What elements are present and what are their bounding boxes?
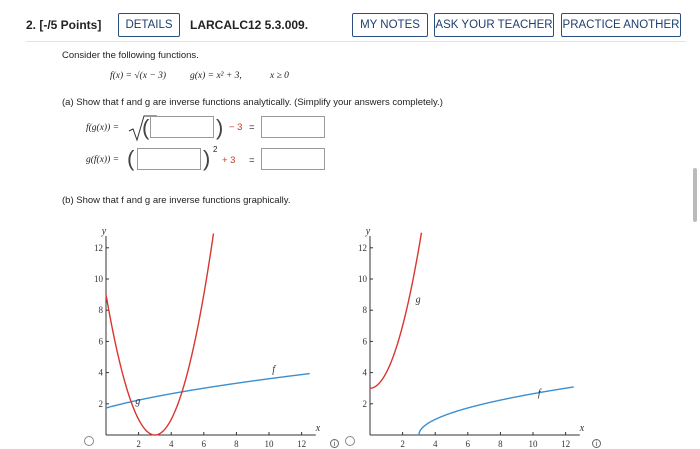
f-definition: f(x) = √(x − 3) <box>110 71 167 81</box>
left-y-axis-label: y <box>101 226 107 237</box>
graph-right-info-icon[interactable]: i <box>592 439 601 448</box>
question-number: 2. [-/5 Points] <box>26 18 102 32</box>
right-y-tick-label: 10 <box>358 274 367 284</box>
ask-teacher-button[interactable]: ASK YOUR TEACHER <box>434 13 554 37</box>
part-b-text: (b) Show that f and g are inverse functions graphically. <box>62 195 291 206</box>
right-x-axis-label: x <box>579 423 585 434</box>
fg-inner-input[interactable] <box>150 116 214 138</box>
left-y-tick-label: 12 <box>94 242 103 253</box>
left-x-tick-label: 4 <box>168 439 174 448</box>
gf-exponent: 2 <box>213 145 218 154</box>
details-button[interactable]: DETAILS <box>118 13 180 37</box>
graph-left-radio[interactable] <box>84 436 94 446</box>
left-x-tick-label: 10 <box>264 439 274 448</box>
right-y-axis-label: y <box>365 226 371 237</box>
practice-another-button[interactable]: PRACTICE ANOTHER <box>561 13 681 37</box>
my-notes-button[interactable]: MY NOTES <box>352 13 428 37</box>
left-x-tick-label: 6 <box>201 439 207 448</box>
left-y-tick-label: 4 <box>98 367 103 378</box>
right-f-curve <box>419 387 574 435</box>
graph-right-radio[interactable] <box>345 436 355 446</box>
gf-label: g(f(x)) = <box>86 155 120 165</box>
fg-close-paren: ) <box>216 115 224 140</box>
fg-label: f(g(x)) = <box>86 123 120 133</box>
right-y-tick-label: 6 <box>362 336 367 347</box>
fg-result-input[interactable] <box>261 116 325 138</box>
fg-equals: = <box>249 122 255 133</box>
gf-inner-input[interactable] <box>137 148 201 170</box>
left-y-tick-label: 8 <box>98 305 103 316</box>
graph-right <box>340 210 600 448</box>
problem-intro: Consider the following functions. <box>62 50 199 61</box>
right-x-tick-label: 8 <box>498 439 503 448</box>
part-a-text: (a) Show that f and g are inverse functions analytically. (Simplify your answers completely.) <box>62 97 443 108</box>
fg-open-paren: ( <box>142 115 150 140</box>
right-y-tick-label: 12 <box>358 242 367 253</box>
right-y-tick-label: 4 <box>362 367 367 378</box>
left-f-label: f <box>272 364 276 376</box>
graph-left <box>76 210 336 448</box>
graph-left-info-icon[interactable]: i <box>330 439 339 448</box>
gf-open-paren: ( <box>127 146 135 171</box>
gf-close-paren: ) <box>203 146 211 171</box>
gf-plus: + 3 <box>222 155 236 166</box>
gf-equals: = <box>249 155 255 166</box>
left-g-curve <box>106 234 213 435</box>
right-g-curve <box>370 233 421 388</box>
right-x-tick-label: 6 <box>465 439 471 448</box>
right-x-tick-label: 10 <box>528 439 538 448</box>
fg-minus: − 3 <box>229 122 243 133</box>
right-g-label: g <box>415 294 421 306</box>
g-definition: g(x) = x² + 3, <box>190 71 242 81</box>
left-x-tick-label: 2 <box>136 439 141 448</box>
left-x-axis-label: x <box>315 423 321 434</box>
right-y-tick-label: 8 <box>362 305 367 316</box>
header-divider <box>26 41 686 42</box>
scrollbar-thumb[interactable] <box>693 168 697 222</box>
left-y-tick-label: 10 <box>94 274 103 284</box>
left-x-tick-label: 12 <box>297 439 307 448</box>
left-g-label: g <box>135 395 141 407</box>
gf-result-input[interactable] <box>261 148 325 170</box>
right-f-label: f <box>537 388 541 399</box>
right-x-tick-label: 12 <box>561 439 571 448</box>
right-y-tick-label: 2 <box>362 398 367 409</box>
left-y-tick-label: 2 <box>98 398 103 409</box>
right-x-tick-label: 2 <box>400 439 405 448</box>
left-y-tick-label: 6 <box>98 336 103 347</box>
domain-condition: x ≥ 0 <box>270 71 289 81</box>
problem-code: LARCALC12 5.3.009. <box>190 18 309 32</box>
question-header <box>0 0 700 48</box>
right-x-tick-label: 4 <box>432 439 438 448</box>
left-x-tick-label: 8 <box>234 439 239 448</box>
